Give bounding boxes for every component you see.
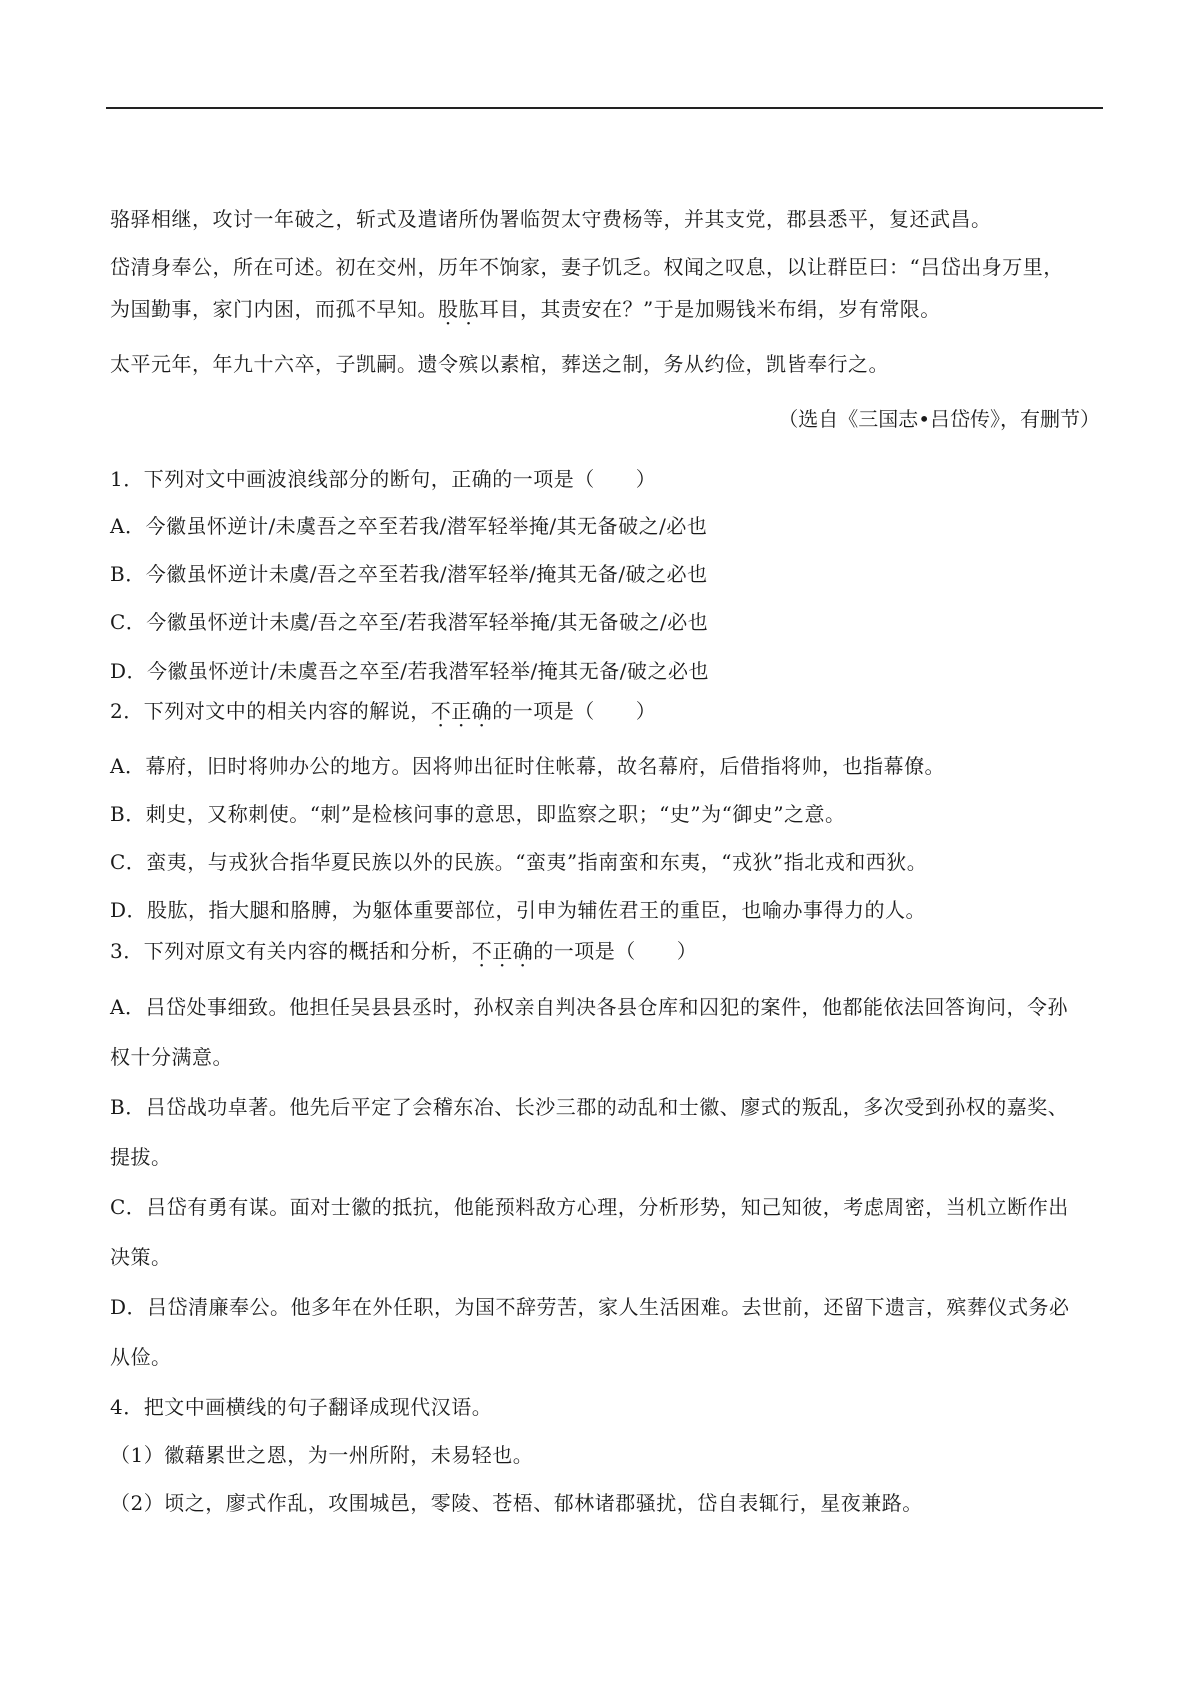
q2-option-c: C．蛮夷，与戎狄合指华夏民族以外的民族。“蛮夷”指南蛮和东夷，“戎狄”指北戎和西狄。	[110, 850, 928, 874]
q2-stem	[110, 697, 656, 725]
emphasis-char: 确	[471, 699, 493, 723]
q3-option-b-line-1: B．吕岱战功卓著。他先后平定了会稽东冶、长沙三郡的动乱和士徽、廖式的叛乱，多次受到孙权的嘉奖、	[110, 1095, 1069, 1119]
emphasis-char: 股	[438, 297, 459, 321]
q4-stem: 4．把文中画横线的句子翻译成现代汉语。	[110, 1395, 493, 1419]
q4-sentence-2: （2）顷之，廖式作乱，攻围城邑，零陵、苍梧、郁林诸郡骚扰，岱自表辄行，星夜兼路。	[110, 1491, 923, 1515]
passage-line-3-pre: 为国勤事，家门内困，而孤不早知。	[110, 297, 438, 321]
q3-stem-pre: 3．下列对原文有关内容的概括和分析，	[110, 939, 472, 963]
q1-option-b: B．今徽虽怀逆计未虞/吾之卒至若我/潜军轻举/掩其无备/破之必也	[110, 562, 708, 586]
q1-option-a: A．今徽虽怀逆计/未虞吾之卒至若我/潜军轻举掩/其无备破之/必也	[110, 514, 708, 538]
emphasis-char: 不	[471, 939, 493, 963]
q2-option-b: B．刺史，又称刺使。“刺”是检核问事的意思，即监察之职；“史”为“御史”之意。	[110, 802, 846, 826]
header-rule	[106, 107, 1103, 109]
q3-option-c-line-1: C．吕岱有勇有谋。面对士徽的抵抗，他能预料敌方心理，分析形势，知己知彼，考虑周密，当机立断作出	[110, 1195, 1069, 1219]
q3-option-d-line-2: 从俭。	[110, 1345, 172, 1369]
source-citation: （选自《三国志•吕岱传》，有删节）	[778, 407, 1100, 431]
q3-option-c-line-2: 决策。	[110, 1245, 172, 1269]
emphasis-char: 肱	[458, 297, 479, 321]
q3-option-a-line-2: 权十分满意。	[110, 1045, 233, 1069]
q4-sentence-1: （1）徽藉累世之恩，为一州所附，未易轻也。	[110, 1443, 534, 1467]
q3-stem-post: 的一项是（ ）	[533, 939, 698, 963]
q1-option-d: D．今徽虽怀逆计/未虞吾之卒至/若我潜军轻举/掩其无备/破之必也	[110, 659, 709, 683]
emphasis-char: 不	[430, 699, 452, 723]
q3-option-b-line-2: 提拔。	[110, 1145, 172, 1169]
passage-line-2: 岱清身奉公，所在可述。初在交州，历年不饷家，妻子饥乏。权闻之叹息，以让群臣曰：“吕岱出身万里，	[110, 255, 1064, 279]
emphasis-char: 正	[492, 939, 513, 963]
passage-line-1: 骆驿相继，攻讨一年破之，斩式及遣诸所伪署临贺太守费杨等，并其支党，郡县悉平，复还武昌。	[110, 207, 992, 231]
passage-line-3-post: 耳目，其责安在？”于是加赐钱米布绢，岁有常限。	[479, 297, 941, 321]
q3-stem	[110, 937, 697, 965]
q2-option-d: D．股肱，指大腿和胳膊，为躯体重要部位，引申为辅佐君王的重臣，也喻办事得力的人。	[110, 898, 927, 922]
q3-option-a-line-1: A．吕岱处事细致。他担任吴县县丞时，孙权亲自判决各县仓库和囚犯的案件，他都能依法回答询问，令孙	[110, 995, 1068, 1019]
q3-option-d-line-1: D．吕岱清廉奉公。他多年在外任职，为国不辞劳苦，家人生活困难。去世前，还留下遗言，殡葬仪式务必	[110, 1295, 1070, 1319]
q2-stem-pre: 2．下列对文中的相关内容的解说，	[110, 699, 431, 723]
q1-option-c: C．今徽虽怀逆计未虞/吾之卒至/若我潜军轻举掩/其无备破之/必也	[110, 610, 709, 634]
passage-line-4: 太平元年，年九十六卒，子凯嗣。遗令殡以素棺，葬送之制，务从约俭，凯皆奉行之。	[110, 352, 889, 376]
q1-stem: 1．下列对文中画波浪线部分的断句，正确的一项是（ ）	[110, 467, 657, 491]
passage-line-3	[110, 295, 941, 323]
emphasis-char: 正	[451, 699, 472, 723]
q2-option-a: A．幕府，旧时将帅办公的地方。因将帅出征时住帐幕，故名幕府，后借指将帅，也指幕僚。	[110, 754, 945, 778]
emphasis-char: 确	[512, 939, 534, 963]
q2-stem-post: 的一项是（ ）	[492, 699, 657, 723]
